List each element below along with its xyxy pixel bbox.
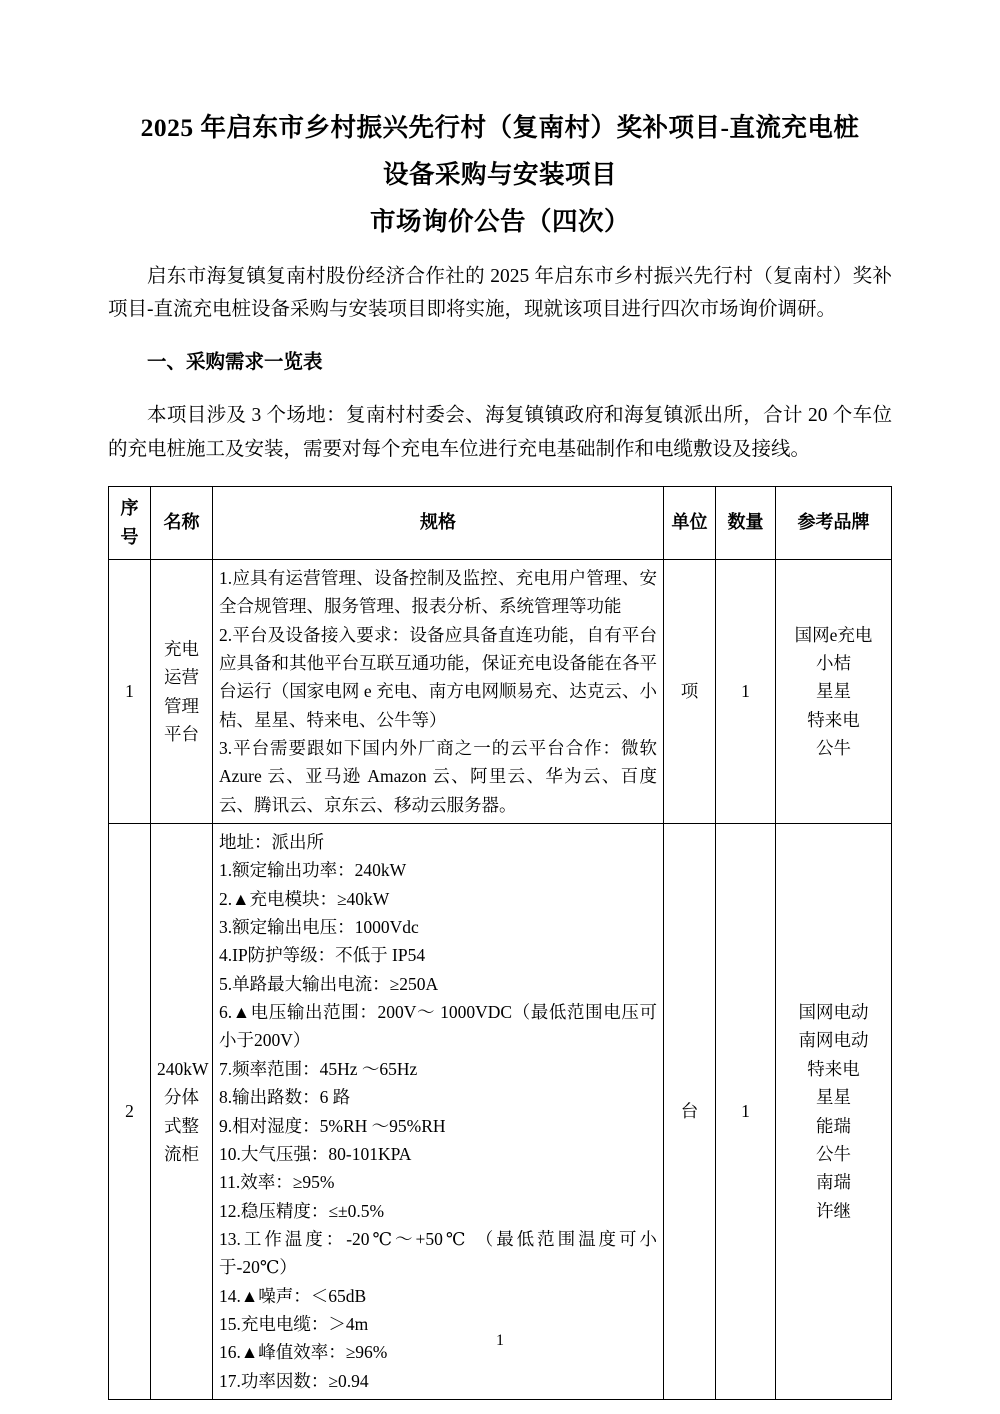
cell-no: 2: [109, 824, 151, 1400]
header-unit: 单位: [664, 486, 716, 559]
brand-line: 公牛: [816, 1143, 851, 1164]
spec-line: 5.单路最大输出电流：≥250A: [219, 973, 439, 994]
page-title: [108, 104, 892, 246]
header-spec: 规格: [213, 486, 664, 559]
spec-line: 10.大气压强：80-101KPA: [219, 1143, 412, 1164]
spec-line: 2.平台及设备接入要求：设备应具备直连功能，自有平台应具备和其他平台互联互通功能，保证充电设备能在各平台运行（国家电网 e 充电、南方电网顺易充、达克云、小桔、星星、特来电、公牛等）: [219, 624, 657, 730]
brand-line: 南瑞: [816, 1172, 851, 1193]
brand-line: 南网电动: [798, 1030, 869, 1051]
page-number: 1: [496, 1332, 504, 1349]
spec-line: 13.工作温度：-20℃～+50℃ （最低范围温度可小于-20℃）: [219, 1228, 657, 1278]
spec-line: 17.功率因数：≥0.94: [219, 1370, 369, 1391]
spec-line: 3.平台需要跟如下国内外厂商之一的云平台合作：微软 Azure 云、亚马逊 Amazon 云、阿里云、华为云、百度云、腾讯云、京东云、移动云服务器。: [219, 738, 657, 815]
header-no: 序号: [109, 486, 151, 559]
spec-line: 6.▲电压输出范围：200V～ 1000VDC（最低范围电压可小于200V）: [219, 1002, 657, 1051]
brand-line: 特来电: [807, 1058, 860, 1079]
header-brand: 参考品牌: [776, 486, 892, 559]
cell-spec: [213, 824, 664, 1400]
header-qty: 数量: [716, 486, 776, 559]
spec-line: 地址：派出所: [219, 832, 324, 853]
spec-line: 3.额定输出电压：1000Vdc: [219, 917, 419, 938]
spec-line: 7.频率范围：45Hz ～65Hz: [219, 1058, 418, 1079]
cell-no: 1: [109, 559, 151, 823]
spec-line: 9.相对湿度：5%RH ～95%RH: [219, 1115, 446, 1136]
cell-unit: 台: [664, 824, 716, 1400]
cell-brand: [776, 824, 892, 1400]
section-heading-1: 一、采购需求一览表: [147, 352, 323, 374]
title-line-2: 设备采购与安装项目: [382, 160, 617, 190]
cell-qty: 1: [716, 824, 776, 1400]
table-row: [109, 559, 892, 823]
brand-line: 星星: [816, 1087, 851, 1108]
cell-name: 240kW分体式整流柜: [151, 824, 213, 1400]
cell-qty: 1: [716, 559, 776, 823]
spec-line: 12.稳压精度：≤±0.5%: [219, 1200, 385, 1221]
spec-line: 11.效率：≥95%: [219, 1172, 335, 1193]
cell-spec: [213, 559, 664, 823]
brand-line: 公牛: [816, 738, 851, 759]
spec-line: 14.▲噪声：＜65dB: [219, 1285, 367, 1306]
spec-line: 4.IP防护等级：不低于 IP54: [219, 945, 426, 966]
spec-line: 1.额定输出功率：240kW: [219, 860, 407, 881]
cell-brand: [776, 559, 892, 823]
table-row: [109, 824, 892, 1400]
brand-line: 星星: [816, 681, 851, 702]
brand-line: 国网e充电: [794, 624, 873, 645]
section-1-paragraph: 本项目涉及 3 个场地：复南村村委会、海复镇镇政府和海复镇派出所，合计 20 个车位的充电桩施工及安装，需要对每个充电车位进行充电基础制作和电缆敷设及接线。: [108, 405, 892, 460]
brand-line: 许继: [816, 1200, 851, 1221]
title-line-1: 2025 年启东市乡村振兴先行村（复南村）奖补项目-直流充电桩: [140, 113, 860, 142]
intro-paragraph: 启东市海复镇复南村股份经济合作社的 2025 年启东市乡村振兴先行村（复南村）奖补项目-直流充电桩设备采购与安装项目即将实施，现就该项目进行四次市场询价调研。: [108, 265, 892, 321]
spec-line: 8.输出路数：6 路: [219, 1087, 351, 1108]
header-name: 名称: [151, 486, 213, 559]
title-line-3: 市场询价公告（四次）: [369, 207, 630, 237]
procurement-requirements-table: [108, 486, 892, 1400]
brand-line: 能瑞: [816, 1115, 851, 1136]
cell-name: 充电运营管理平台: [151, 559, 213, 823]
spec-line: 15.充电电缆：＞4m: [219, 1313, 369, 1334]
brand-line: 小桔: [816, 653, 851, 674]
spec-line: 2.▲充电模块：≥40kW: [219, 888, 390, 909]
brand-line: 国网电动: [798, 1002, 869, 1023]
spec-line: 16.▲峰值效率：≥96%: [219, 1342, 388, 1363]
table-header-row: [109, 486, 892, 559]
spec-line: 1.应具有运营管理、设备控制及监控、充电用户管理、安全合规管理、服务管理、报表分析、系统管理等功能: [219, 567, 657, 617]
brand-line: 特来电: [807, 709, 860, 730]
cell-unit: 项: [664, 559, 716, 823]
